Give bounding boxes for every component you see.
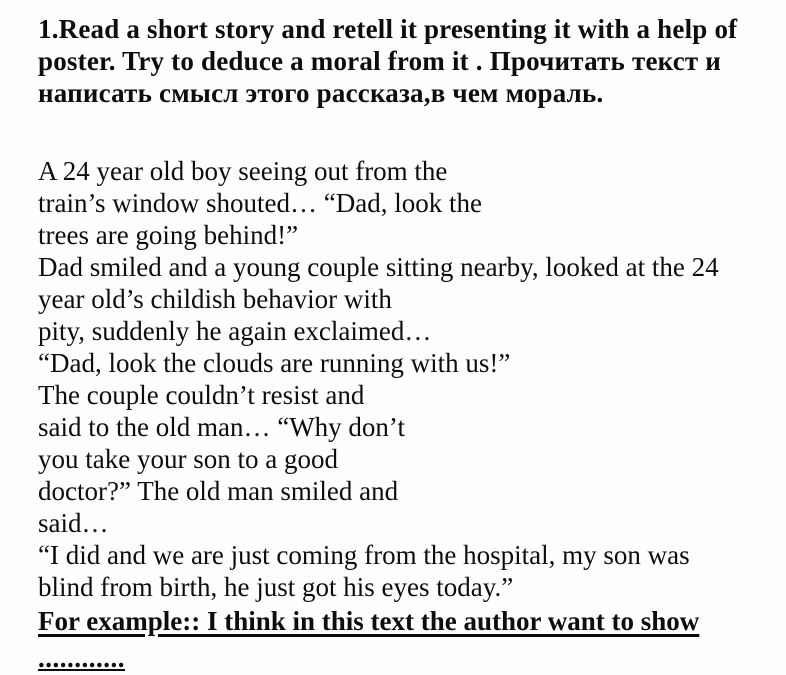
story-line: said to the old man… “Why don’t	[38, 412, 405, 442]
example-prompt-block	[38, 605, 758, 675]
story-line: train’s window shouted… “Dad, look the	[38, 188, 482, 218]
task-heading-line: 1.Read a short story and retell it presenting it with a help of	[38, 14, 738, 44]
story-line: The couple couldn’t resist and	[38, 380, 365, 410]
example-prompt-text: For example:: I think in this text the author want to show	[38, 606, 700, 636]
story-line: blind from birth, he just got his eyes today.”	[38, 572, 514, 602]
story-line: trees are going behind!”	[38, 220, 299, 250]
example-dots: ............	[38, 643, 125, 673]
story-line: A 24 year old boy seeing out from the	[38, 156, 448, 186]
story-line: Dad smiled and a young couple sitting nearby, looked at the 24	[38, 252, 719, 282]
story-line: pity, suddenly he again exclaimed…	[38, 316, 432, 346]
story-line: said…	[38, 508, 109, 538]
task-heading-line: написать смысл этого рассказа,в чем мораль.	[38, 78, 604, 108]
story-line: “I did and we are just coming from the hospital, my son was	[38, 540, 690, 570]
task-heading-line: poster. Try to deduce a moral from it . Прочитать текст и	[38, 46, 722, 76]
story-text	[38, 155, 758, 603]
story-line: you take your son to a good	[38, 444, 338, 474]
task-heading	[38, 13, 758, 109]
story-line: doctor?” The old man smiled and	[38, 476, 399, 506]
story-line: year old’s childish behavior with	[38, 284, 392, 314]
story-line: “Dad, look the clouds are running with us!”	[38, 348, 511, 378]
